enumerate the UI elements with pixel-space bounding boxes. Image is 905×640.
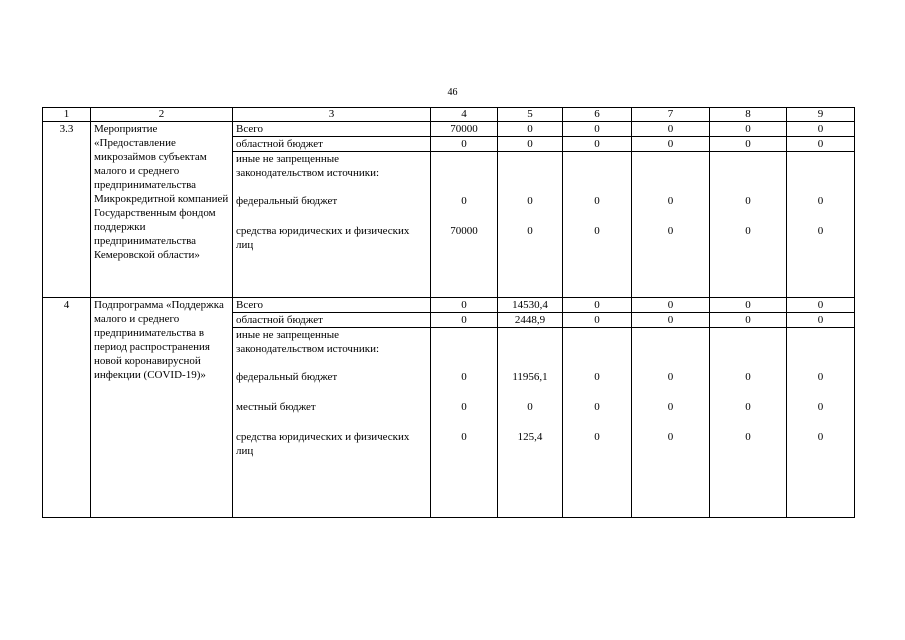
value-cell: 0 <box>787 313 855 328</box>
value-cell: 0 <box>632 137 710 152</box>
sub-row-value: 0 <box>667 225 674 237</box>
sub-row-value: 0 <box>667 371 674 383</box>
sub-row-value: 11956,1 <box>512 371 548 383</box>
sub-row-value: 0 <box>745 225 751 237</box>
page-number: 46 <box>447 87 458 98</box>
section-name: Подпрограмма «Поддержка малого и среднего предпринимательства в период распространения новой коронавирусной инфекции (COVID-19)» <box>91 298 233 518</box>
header-cell-9: 9 <box>787 108 855 122</box>
value-cell: 14530,4 <box>498 298 563 313</box>
value-cell: 0 <box>632 313 710 328</box>
sub-row-value: 0 <box>527 225 533 237</box>
header-cell-2: 2 <box>91 108 233 122</box>
sub-row-value: 0 <box>461 431 467 443</box>
sub-row-value: 0 <box>527 195 533 207</box>
sub-row-value: 0 <box>745 195 751 207</box>
value-spacer <box>566 152 628 194</box>
value-cell: 70000 <box>431 122 498 137</box>
value-stack-cell <box>787 152 855 298</box>
value-cell: 0 <box>498 122 563 137</box>
sub-row-label: местный бюджет <box>236 401 316 413</box>
value-spacer <box>501 152 559 194</box>
sub-row-value: 0 <box>745 431 751 443</box>
sub-row-value: 0 <box>594 401 600 413</box>
value-spacer <box>790 152 851 194</box>
row-label: Всего <box>233 298 431 313</box>
value-cell: 0 <box>563 313 632 328</box>
value-cell: 0 <box>710 313 787 328</box>
value-cell: 0 <box>431 298 498 313</box>
sub-row-value: 0 <box>461 195 467 207</box>
other-sources-label: иные не запрещенные законодательством источники: <box>236 153 380 179</box>
value-cell: 0 <box>498 137 563 152</box>
other-sources-cell <box>233 328 431 518</box>
sub-row-value: 0 <box>594 195 600 207</box>
header-row <box>43 108 855 122</box>
sub-row-label: федеральный бюджет <box>236 371 338 383</box>
header-cell-7: 7 <box>632 108 710 122</box>
other-sources-label: иные не запрещенные законодательством источники: <box>236 329 380 355</box>
header-cell-8: 8 <box>710 108 787 122</box>
value-spacer <box>501 328 559 370</box>
value-spacer <box>713 328 783 370</box>
value-cell: 0 <box>787 122 855 137</box>
value-stack-cell <box>431 152 498 298</box>
sub-row-value: 0 <box>817 225 824 237</box>
value-spacer <box>713 152 783 194</box>
sub-row-value: 0 <box>817 371 824 383</box>
value-spacer <box>566 328 628 370</box>
value-stack-cell <box>710 328 787 518</box>
sub-row-value: 0 <box>745 401 751 413</box>
sub-row-value: 0 <box>594 371 600 383</box>
sub-row-label: средства юридических и физических лиц <box>236 225 410 251</box>
sub-row-value: 0 <box>461 401 467 413</box>
sub-row-value: 0 <box>527 401 533 413</box>
row-label: Всего <box>233 122 431 137</box>
sub-row-value: 0 <box>817 431 824 443</box>
sub-row-value: 70000 <box>450 225 478 237</box>
sub-row-value: 125,4 <box>517 431 543 443</box>
value-stack-cell <box>710 152 787 298</box>
sub-row-value: 0 <box>817 195 824 207</box>
value-cell: 0 <box>632 122 710 137</box>
sub-row-value: 0 <box>667 195 674 207</box>
value-cell: 2448,9 <box>498 313 563 328</box>
section-row-total <box>43 298 855 313</box>
value-stack-cell <box>632 328 710 518</box>
value-cell: 0 <box>431 137 498 152</box>
sub-row-value: 0 <box>667 401 674 413</box>
value-cell: 0 <box>710 298 787 313</box>
value-spacer <box>434 152 494 194</box>
sub-row-label: федеральный бюджет <box>236 195 338 207</box>
sub-row-label: средства юридических и физических лиц <box>236 431 410 457</box>
value-cell: 0 <box>563 137 632 152</box>
value-spacer <box>790 328 851 370</box>
header-cell-4: 4 <box>431 108 498 122</box>
row-label: областной бюджет <box>233 313 431 328</box>
sub-row-value: 0 <box>817 401 824 413</box>
value-cell: 0 <box>710 122 787 137</box>
value-stack-cell <box>498 328 563 518</box>
value-cell: 0 <box>710 137 787 152</box>
value-spacer <box>635 152 706 194</box>
sub-row-value: 0 <box>594 225 600 237</box>
sub-row-value: 0 <box>461 371 467 383</box>
value-cell: 0 <box>563 122 632 137</box>
value-cell: 0 <box>632 298 710 313</box>
section-id: 4 <box>43 298 91 518</box>
header-cell-1: 1 <box>43 108 91 122</box>
value-cell: 0 <box>787 137 855 152</box>
other-sources-cell <box>233 152 431 298</box>
value-stack-cell <box>787 328 855 518</box>
value-stack-cell <box>563 328 632 518</box>
header-cell-5: 5 <box>498 108 563 122</box>
value-cell: 0 <box>563 298 632 313</box>
sub-row-value: 0 <box>594 431 600 443</box>
section-id: 3.3 <box>43 122 91 298</box>
value-stack-cell <box>563 152 632 298</box>
header-cell-3: 3 <box>233 108 431 122</box>
header-cell-6: 6 <box>563 108 632 122</box>
budget-table <box>42 107 855 518</box>
row-label: областной бюджет <box>233 137 431 152</box>
value-cell: 0 <box>787 298 855 313</box>
sub-row-value: 0 <box>667 431 674 443</box>
value-cell: 0 <box>431 313 498 328</box>
value-stack-cell <box>498 152 563 298</box>
value-stack-cell <box>431 328 498 518</box>
value-spacer <box>635 328 706 370</box>
sub-row-value: 0 <box>745 371 751 383</box>
section-row-total <box>43 122 855 137</box>
value-stack-cell <box>632 152 710 298</box>
section-name: Мероприятие «Предоставление микрозаймов субъектам малого и среднего предпринимательства Микрокредитной компанией Государственным фондом поддержки предпринимательства Кемеровской области» <box>91 122 233 298</box>
value-spacer <box>434 328 494 370</box>
